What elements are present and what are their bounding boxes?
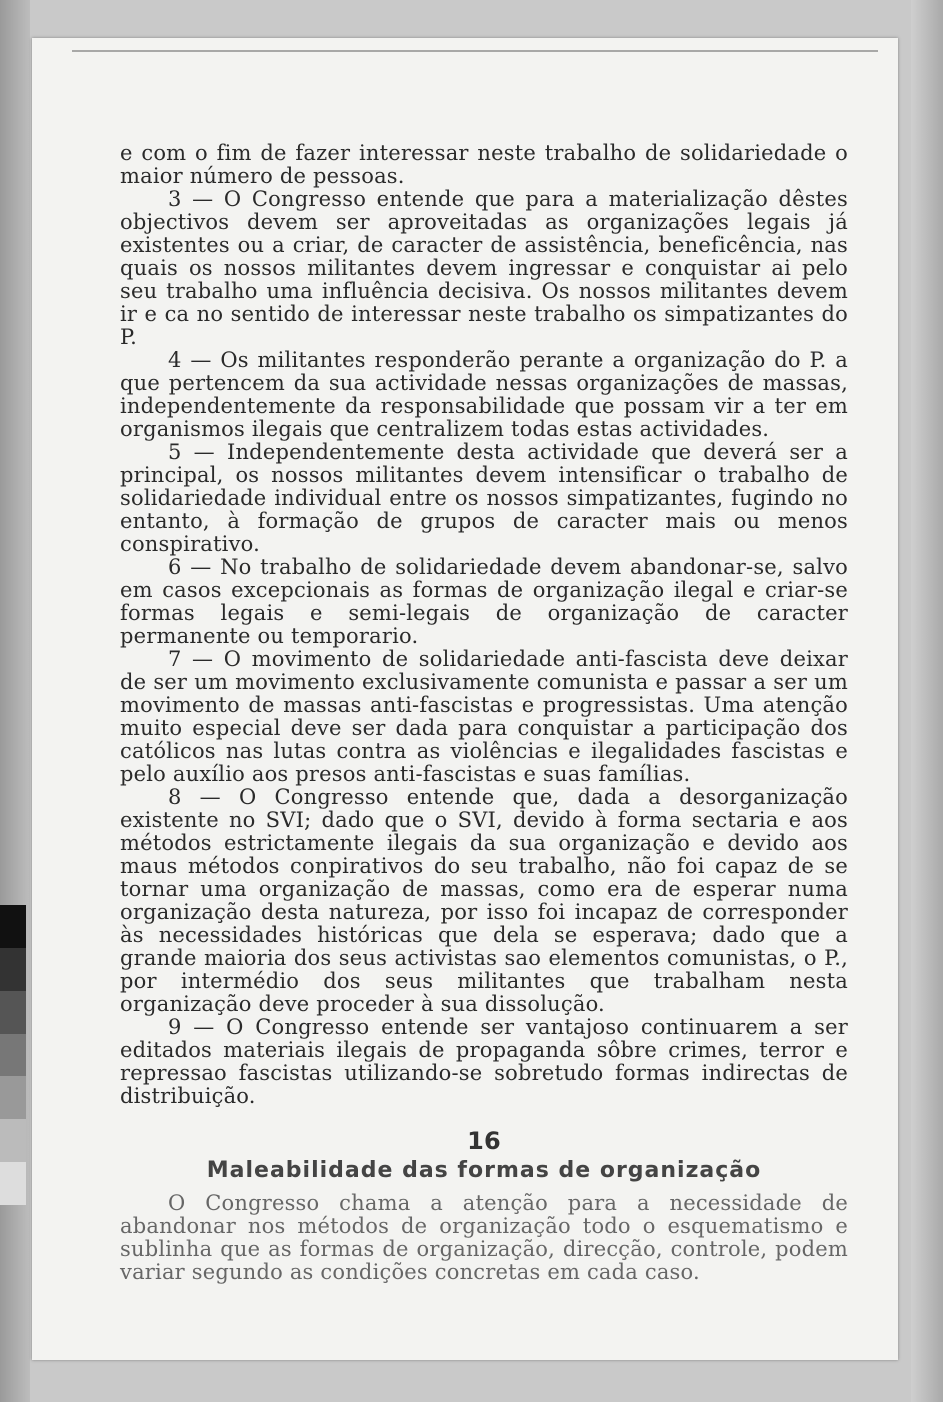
scale-swatch [0, 948, 26, 991]
section-title: Maleabilidade das formas de organização [206, 1158, 762, 1183]
page-edge-line [72, 50, 878, 52]
scale-swatch [0, 991, 26, 1034]
paragraph-item-7: 7 — O movimento de solidariedade anti-fascista deve deixar de ser um movimento exclusivamente comunista e passar a ser um movimento de massas anti-fascistas e progressistas. Uma atenção muito especial deve ser dada para conquistar a participação dos católicos nas lutas contra as violências e ilegalidades fascistas e pelo auxílio aos presos anti-fascistas e suas famílias. [120, 647, 848, 786]
scale-swatch [0, 1034, 26, 1077]
paragraph-continuation: e com o fim de fazer interessar neste trabalho de solidariedade o maior número de pessoas. [120, 141, 848, 188]
scale-swatch [0, 1162, 26, 1205]
paragraph-item-5: 5 — Independentemente desta actividade que deverá ser a principal, os nossos militantes devem intensificar o trabalho de solidariedade individual entre os nossos simpatizantes, fugindo no entanto, à formação de grupos de caracter mais ou menos conspirativo. [120, 440, 848, 556]
paragraph-item-4: 4 — Os militantes responderão perante a organização do P. a que pertencem da sua actividade nessas organizações de massas, independentemente da responsabilidade que possam vir a ter em organismos ilegais que centralizem todas estas actividades. [120, 348, 848, 441]
scale-swatch [0, 905, 26, 948]
section-paragraph: O Congresso chama a atenção para a necessidade de abandonar nos métodos de organização todo o esquematismo e sublinha que as formas de organização, direcção, controle, podem variar segundo as condições concretas em cada caso. [120, 1191, 848, 1284]
paragraph-item-3: 3 — O Congresso entende que para a materialização dêstes objectivos devem ser aproveitadas as organizações legais já existentes ou a criar, de caracter de assistência, beneficência, nas quais os nossos militantes devem ingressar e conquistar ai pelo seu trabalho uma influência decisiva. Os nossos militantes devem ir e ca no sentido de interessar neste trabalho os simpatizantes do P. [120, 187, 848, 349]
document-page [32, 38, 898, 1360]
document-body [120, 142, 848, 1284]
color-scale-bar [0, 905, 26, 1205]
paragraph-item-6: 6 — No trabalho de solidariedade devem abandonar-se, salvo em casos excepcionais as formas de organização ilegal e criar-se formas legais e semi-legais de organização de caracter permanente ou temporario. [120, 555, 848, 648]
paragraph-item-9: 9 — O Congresso entende ser vantajoso continuarem a ser editados materiais ilegais de propaganda sôbre crimes, terror e repressao fascistas utilizando-se sobretudo formas indirectas de distribuição. [120, 1015, 848, 1108]
section-number: 16 [467, 1127, 501, 1155]
scan-border-right [911, 0, 943, 1402]
paragraph-item-8: 8 — O Congresso entende que, dada a desorganização existente no SVI; dado que o SVI, devido à forma sectaria e aos métodos estrictamente ilegais da sua organização e devido aos maus métodos conpirativos do seu trabalho, não foi capaz de se tornar uma organização de massas, como era de esperar numa organização desta natureza, por isso foi incapaz de corresponder às necessidades históricas que dela se esperava; dado que a grande maioria dos seus activistas sao elementos comunistas, o P., por intermédio dos seus militantes que trabalham nesta organização deve proceder à sua dissolução. [120, 785, 848, 1016]
scale-swatch [0, 1076, 26, 1119]
scale-swatch [0, 1119, 26, 1162]
